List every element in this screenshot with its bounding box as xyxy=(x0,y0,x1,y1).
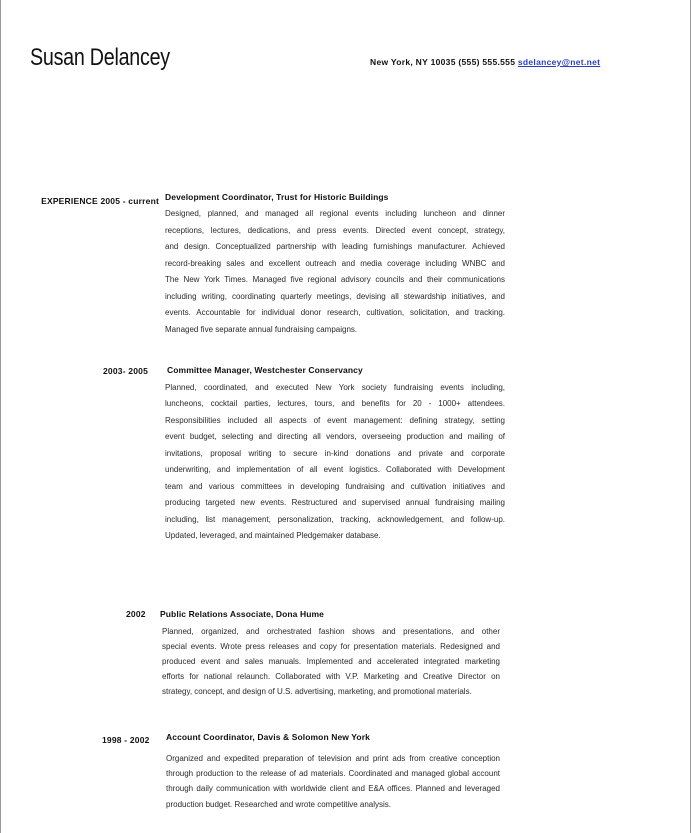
description-line: producing targeted new events. Restructured and supervised annual fundraising mailing xyxy=(165,498,505,508)
candidate-name: Susan Delancey xyxy=(30,44,170,71)
description-line: Responsibilities included all aspects of event management: defining strategy, setting xyxy=(165,415,505,425)
description-line: efforts for national relaunch. Collaborated with V.P. Marketing and Creative Director on xyxy=(162,671,500,681)
section-label: EXPERIENCE xyxy=(41,196,98,206)
description-line: Planned, organized, and orchestrated fashion shows and presentations, and other xyxy=(162,627,500,636)
description-line: Planned, coordinated, and executed New York society fundraising events including, xyxy=(165,383,505,392)
description-line: special events. Wrote press releases and copy for presentation materials. Redesigned and xyxy=(162,641,500,651)
job-title: Development Coordinator, Trust for Historic Buildings xyxy=(165,192,389,202)
description-line: including, list management, personalization, tracking, acknowledgement, and follow-up. xyxy=(165,514,505,524)
description-line: through production to the release of ad materials. Coordinated and managed global account xyxy=(166,769,500,779)
description-line: Designed, planned, and managed all regional events including luncheon and dinner xyxy=(165,209,505,218)
description-line: event budget, selecting and directing all vendors, overseeing production and mailing of xyxy=(165,432,505,442)
description-line: underwriting, and implementation of all event logistics. Collaborated with Development xyxy=(165,465,505,475)
job-description xyxy=(165,206,505,338)
description-line: and design. Conceptualized partnership with leading furnishings manufacturer. Achieved xyxy=(165,242,505,251)
job-description xyxy=(166,751,500,812)
description-line: including writing, coordinating quarterly meetings, devising all stewardship initiatives, and xyxy=(165,291,505,301)
contact-info xyxy=(370,57,600,67)
description-line: receptions, lectures, dedications, and press events. Directed event concept, strategy, xyxy=(165,225,505,235)
address-phone: New York, NY 10035 (555) 555.555 xyxy=(370,57,516,67)
description-line: strategy, concept, and design of U.S. advertising, marketing, and promotional materials. xyxy=(162,686,472,696)
description-line: The New York Times. Managed five regional advisory councils and their communications xyxy=(165,275,505,284)
page-edge-left xyxy=(0,0,1,833)
description-line: production budget. Researched and wrote competitive analysis. xyxy=(166,799,392,809)
job-description xyxy=(162,625,500,700)
job-dates: 2003- 2005 xyxy=(103,366,149,376)
description-line: team and various committees in developing fundraising and cultivation initiatives and xyxy=(165,481,505,491)
description-line: events. Accountable for individual donor research, cultivation, solicitation, and tracking. xyxy=(165,308,505,317)
job-description xyxy=(165,380,505,545)
job-dates: 2005 - current xyxy=(100,196,159,206)
description-line: Managed five separate annual fundraising campaigns. xyxy=(165,324,358,334)
job-dates: 2002 xyxy=(126,609,146,619)
description-line: luncheons, cocktail parties, lectures, tours, and benefits for 20 - 1000+ attendees. xyxy=(165,399,505,409)
job-dates: 1998 - 2002 xyxy=(102,735,150,745)
email-link[interactable]: sdelancey@net.net xyxy=(517,57,601,67)
description-line: through daily communication with worldwide client and E&A offices. Planned and leveraged xyxy=(166,784,500,794)
description-line: record-breaking sales and excellent outreach and media coverage including WNBC and xyxy=(165,258,505,268)
description-line: Organized and expedited preparation of television and print ads from creative conception xyxy=(166,754,500,763)
job-title: Public Relations Associate, Dona Hume xyxy=(160,609,324,619)
job-title: Account Coordinator, Davis & Solomon New York xyxy=(166,732,370,742)
description-line: Updated, leveraged, and maintained Pledgemaker database. xyxy=(165,531,381,541)
experience-label-dates xyxy=(41,196,159,206)
description-line: invitations, proposal writing to secure in-kind donations and private and corporate xyxy=(165,448,505,458)
description-line: produced event and sales manuals. Implemented and accelerated integrated marketing xyxy=(162,656,500,666)
job-title: Committee Manager, Westchester Conservancy xyxy=(167,365,363,375)
